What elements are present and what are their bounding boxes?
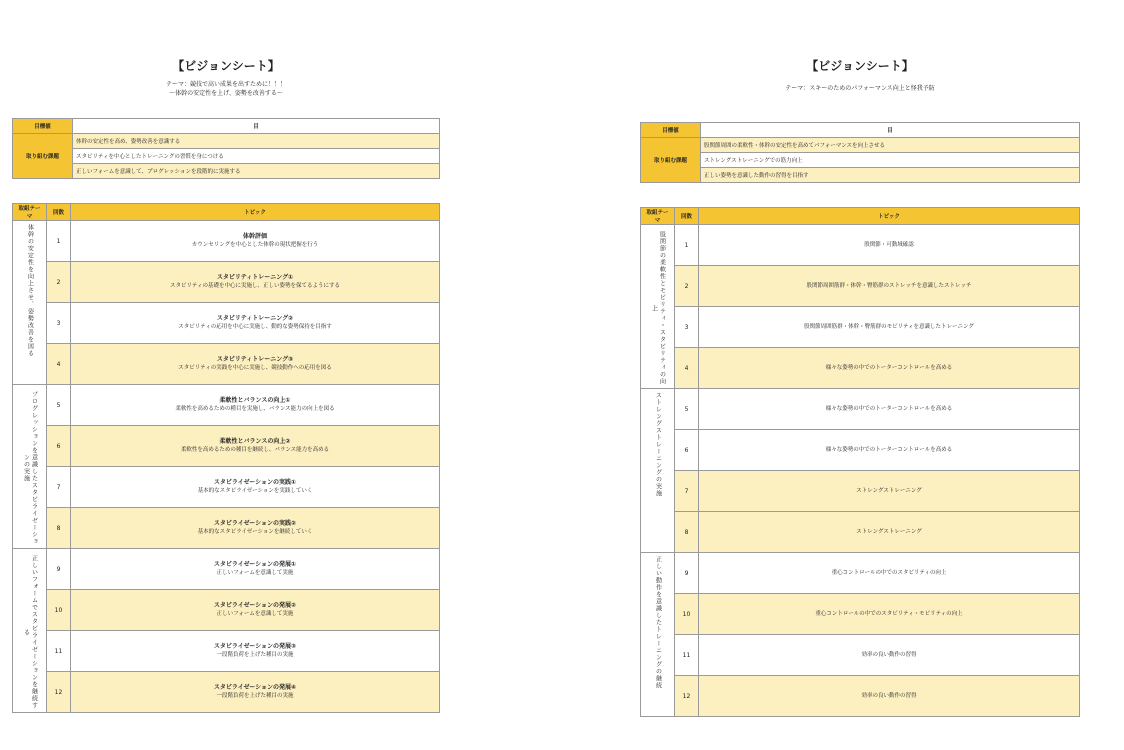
topic-cell: 股関節周囲筋群・体幹・臀筋群のモビリティを意識したトレーニング [699,307,1080,348]
goal-header: 目 [701,123,1080,138]
table-row [13,221,440,262]
row-number: 6 [675,430,699,471]
table-row [641,307,1080,348]
topic-title: スタビライゼーションの実践① [213,479,297,486]
table-row [641,512,1080,553]
row-number: 4 [675,348,699,389]
goal-item: 股関節周囲の柔軟性・体幹の安定性を高めてパフォーマンスを向上させる [701,138,1080,153]
topic-cell [71,508,440,549]
theme-block [640,84,1080,122]
topic-desc: 基本的なスタビライゼーションを継続していく [197,529,313,535]
row-number: 2 [47,262,71,303]
row-number: 10 [47,590,71,631]
topic-cell [71,262,440,303]
category-label: 股関節の柔軟性とモビリティ・スタビリティの向上 [650,231,666,385]
table-row [13,385,440,426]
sheet-title: 【ビジョンシート】 [806,59,914,73]
topic-title: 体幹評価 [242,233,267,240]
goal-item: 体幹の安定性を高め、姿勢改善を意識する [73,134,440,149]
row-number: 9 [675,553,699,594]
topic-cell: 様々な姿勢の中でのトーターコントロールを高める [699,348,1080,389]
topic-cell [71,426,440,467]
topic-table [12,203,440,713]
row-number: 5 [675,389,699,430]
table-row [13,549,440,590]
row-number: 5 [47,385,71,426]
row-number: 8 [675,512,699,553]
goal-header: 目 [73,119,440,134]
topic-cell: 重心コントロールの中でのスタビリティの向上 [699,553,1080,594]
goal-item: 正しいフォームを意識して、プログレッションを段階的に実施する [73,164,440,179]
topic-title: スタビリティトレーニング② [216,315,294,322]
category-label: 正しいフォームでスタビライゼーションを継続する [22,555,38,709]
topic-title: 柔軟性とバランスの向上① [219,397,291,404]
topic-title: スタビリティトレーニング① [216,274,294,281]
topic-cell [71,672,440,713]
row-number: 12 [47,672,71,713]
goal-label: 目標値 [641,123,701,138]
table-row [641,471,1080,512]
goal-table [12,118,440,179]
topic-title: スタビライゼーションの発展③ [213,643,297,650]
topic-desc: 一段階負荷を上げた種目の実施 [216,693,294,699]
category-cell [13,549,47,713]
topic-desc: 正しいフォームを意識して実施 [216,611,294,617]
goal-item: 正しい姿勢を意識した動作の習得を目指す [701,168,1080,183]
row-number: 4 [47,344,71,385]
topic-cell: ストレングストレーニング [699,512,1080,553]
topic-title: スタビライゼーションの発展④ [213,684,297,691]
row-number: 3 [675,307,699,348]
topic-cell [71,303,440,344]
topic-cell: ストレングストレーニング [699,471,1080,512]
row-number: 9 [47,549,71,590]
topic-cell: 股関節周囲筋群・体幹・臀筋群のストレッチを意識したストレッチ [699,266,1080,307]
theme-line-1: テーマ：競技で高い成果を出すために！！！ [165,81,286,88]
topic-cell: 重心コントロールの中でのスタビリティ・モビリティの向上 [699,594,1080,635]
topic-cell: 効率の良い動作の習得 [699,635,1080,676]
topic-title: スタビリティトレーニング③ [216,356,294,363]
topic-cell [71,467,440,508]
row-number: 1 [675,225,699,266]
topic-cell [71,344,440,385]
topic-desc: 正しいフォームを意識して実施 [216,570,294,576]
category-label: 体幹の安定性を向上させ、姿勢改善を図る [26,224,34,357]
table-row [13,508,440,549]
goal-label: 目標値 [13,119,73,134]
col-header-number: 回数 [675,208,699,225]
topic-title: スタビライゼーションの実践② [213,520,297,527]
table-row [13,262,440,303]
table-row [641,635,1080,676]
topic-title: スタビライゼーションの発展① [213,561,297,568]
col-header-category: 取組テーマ [13,204,47,221]
vision-sheet-left [12,56,440,713]
table-row [641,348,1080,389]
category-label: プログレッションを意識したスタビライゼーションの実施 [22,391,38,545]
col-header-topic: トピック [699,208,1080,225]
table-row [641,594,1080,635]
row-number: 8 [47,508,71,549]
vision-sheet-right [640,56,1080,717]
topic-cell [71,631,440,672]
col-header-number: 回数 [47,204,71,221]
category-label: 正しい動作を意識したトレーニングの継続 [654,556,662,689]
table-row [13,344,440,385]
topic-desc: 柔軟性を高めるための種目を継続し、バランス能力を高める [180,447,330,453]
col-header-topic: トピック [71,204,440,221]
row-number: 11 [47,631,71,672]
topic-desc: スタビリティの応用を中心に実施し、動的な姿勢保持を目指す [178,324,332,330]
goal-item: スタビリティを中心としたトレーニングの習慣を身につける [73,149,440,164]
table-row [13,631,440,672]
topic-table [640,207,1080,717]
row-number: 7 [47,467,71,508]
row-number: 10 [675,594,699,635]
category-cell [641,553,675,717]
topic-cell [71,385,440,426]
theme-block [12,80,440,118]
table-row [13,426,440,467]
topic-cell: 効率の良い動作の習得 [699,676,1080,717]
row-number: 1 [47,221,71,262]
category-cell [641,389,675,553]
row-number: 6 [47,426,71,467]
topic-desc: 柔軟性を高めるための種目を実施し、バランス能力の向上を図る [175,406,335,412]
topic-cell: 様々な姿勢の中でのトーターコントロールを高める [699,389,1080,430]
topic-desc: スタビリティの基礎を中心に実施し、正しい姿勢を保てるようにする [170,283,340,289]
row-number: 11 [675,635,699,676]
table-row [641,430,1080,471]
category-label: ストレングストレーニングの実施 [654,392,662,497]
topic-title: スタビライゼーションの発展② [213,602,297,609]
topic-title: 柔軟性とバランスの向上② [219,438,291,445]
table-row [641,553,1080,594]
table-row [641,676,1080,717]
row-number: 3 [47,303,71,344]
table-row [13,672,440,713]
goal-table [640,122,1080,183]
items-label: 取り組む課題 [641,138,701,183]
category-cell [641,225,675,389]
theme-line-2: 〜体幹の安定性を上げ、姿勢を改善する〜 [169,90,283,97]
table-row [641,225,1080,266]
row-number: 2 [675,266,699,307]
topic-cell [71,221,440,262]
table-row [641,389,1080,430]
theme-line-1: テーマ：スキーのためのパフォーマンス向上と怪我予防 [785,85,935,92]
category-cell [13,385,47,549]
goal-item: ストレングストレーニングでの筋力向上 [701,153,1080,168]
topic-cell: 股関節・可動域確認 [699,225,1080,266]
category-cell [13,221,47,385]
table-row [13,467,440,508]
items-label: 取り組む課題 [13,134,73,179]
row-number: 7 [675,471,699,512]
topic-cell: 様々な姿勢の中でのトーターコントロールを高める [699,430,1080,471]
table-row [13,590,440,631]
table-row [641,266,1080,307]
topic-desc: 基本的なスタビライゼーションを実践していく [197,488,313,494]
topic-desc: カウンセリングを中心とした体幹の現状把握を行う [191,242,319,248]
topic-desc: スタビリティの実践を中心に実施し、競技動作への応用を図る [178,365,332,371]
table-row [13,303,440,344]
topic-cell [71,590,440,631]
sheet-title: 【ビジョンシート】 [172,59,280,73]
row-number: 12 [675,676,699,717]
topic-desc: 一段階負荷を上げた種目の実施 [216,652,294,658]
col-header-category: 取組テーマ [641,208,675,225]
topic-cell [71,549,440,590]
